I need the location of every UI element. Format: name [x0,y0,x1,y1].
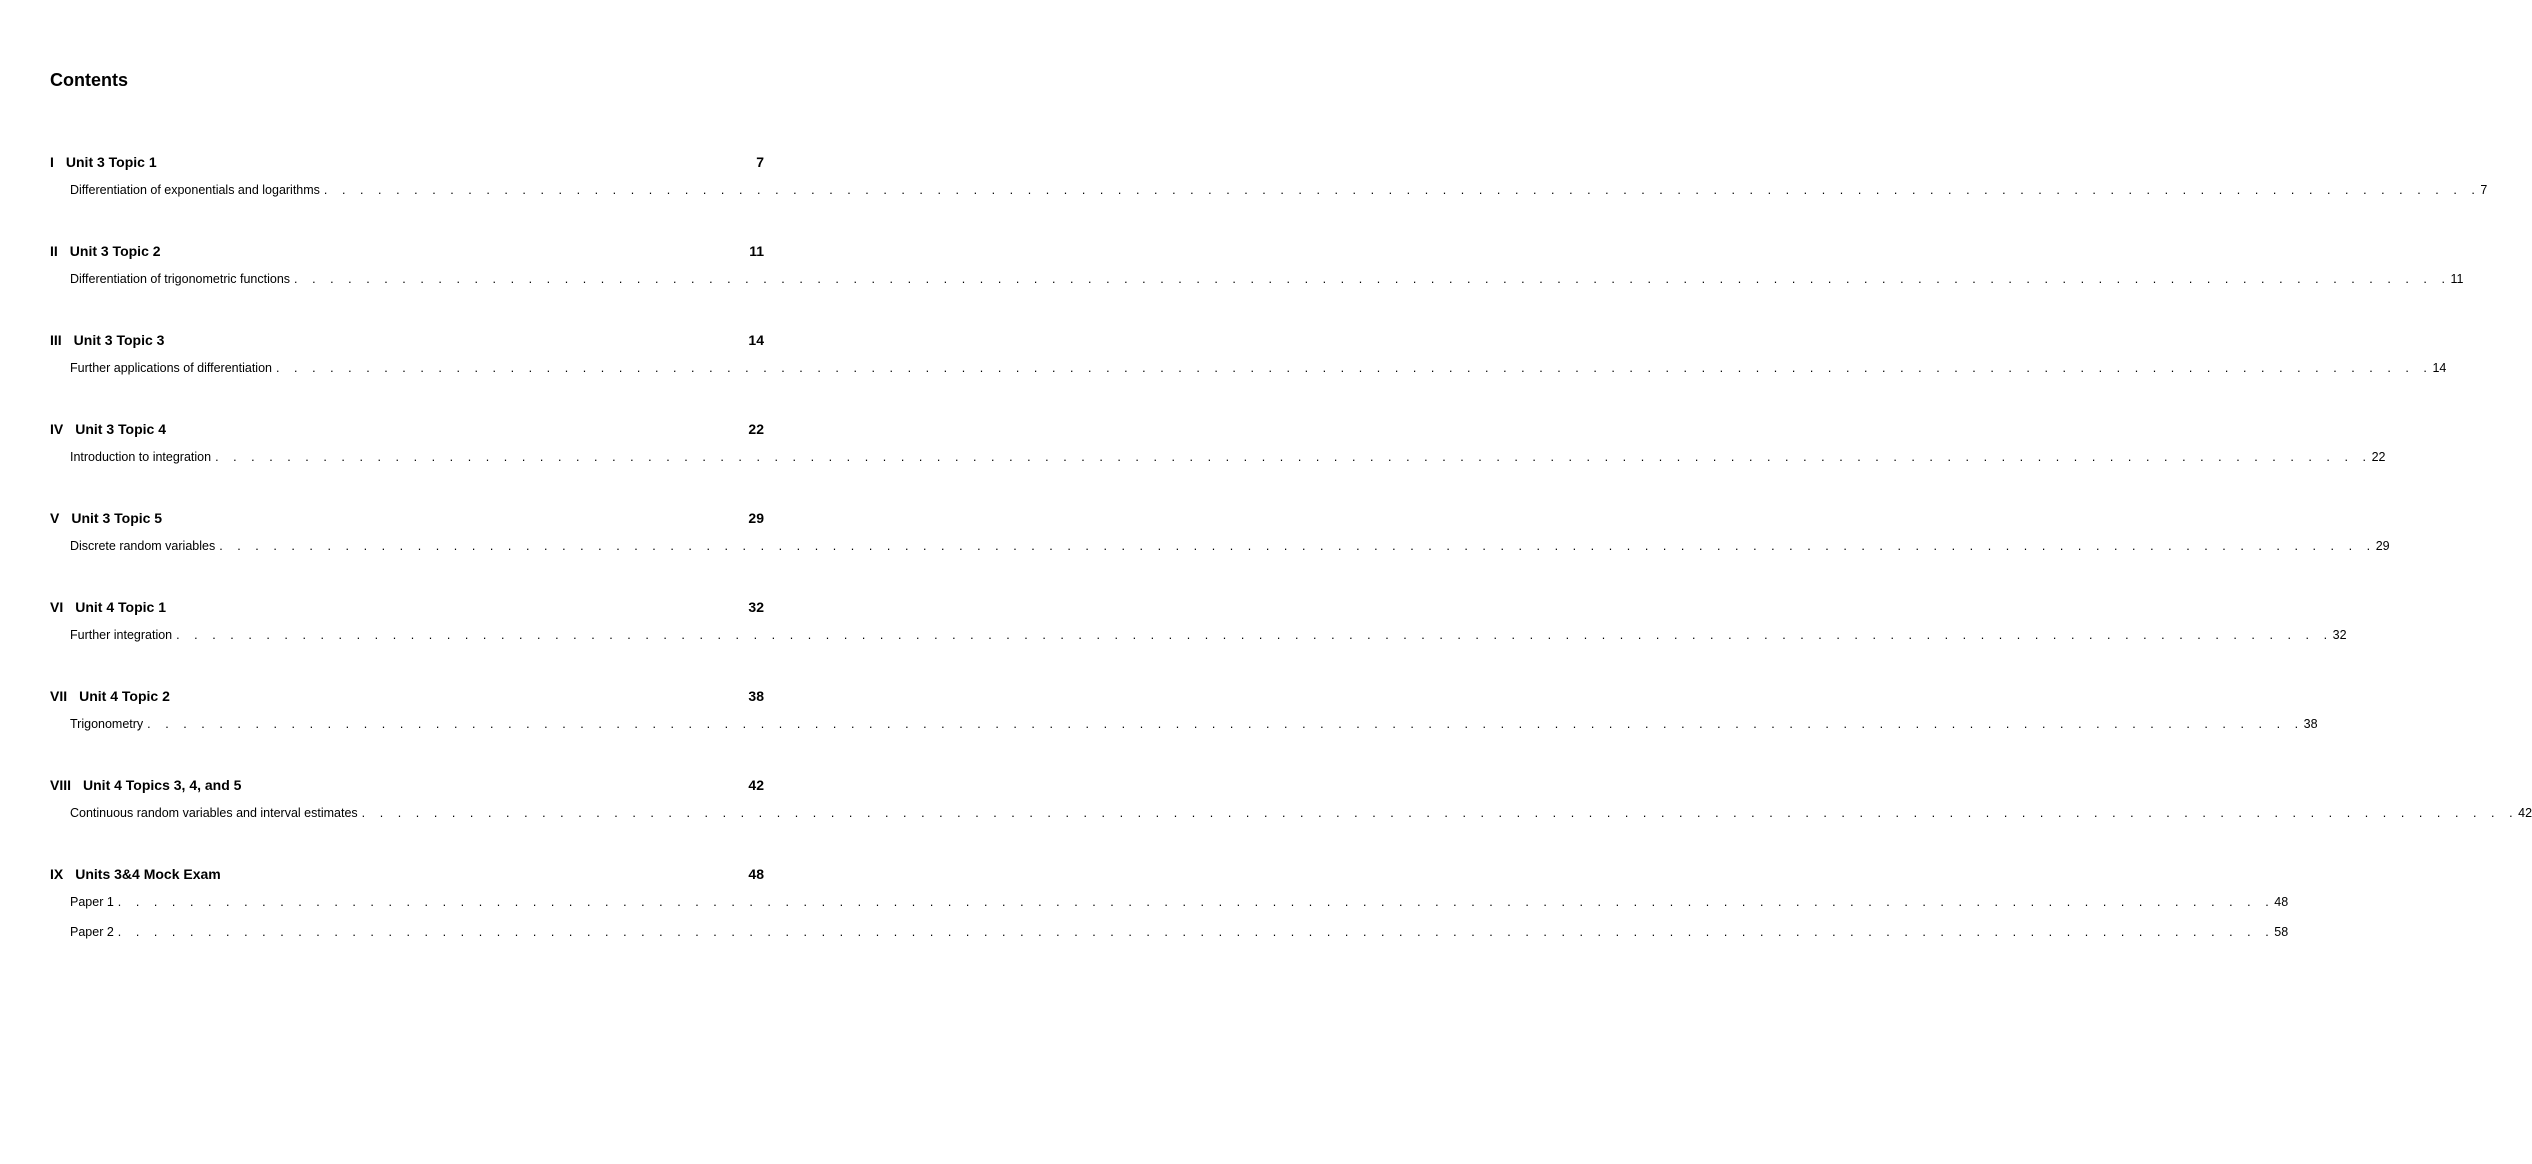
toc-part-heading[interactable] [50,241,764,261]
toc-entry[interactable] [70,924,2289,940]
toc-part-heading[interactable] [50,330,764,350]
toc-part [50,330,2447,419]
toc-part [50,241,2464,330]
part-title: Unit 3 Topic 5 [71,510,163,526]
toc-entry[interactable] [70,894,2289,910]
part-page-number: 22 [748,421,764,437]
toc-part-heading[interactable] [50,152,764,172]
toc-part-heading[interactable] [50,419,764,439]
part-number: II [50,243,58,259]
part-page-number: 48 [748,866,764,882]
toc-part-heading[interactable] [50,686,764,706]
entry-title: Continuous random variables and interval estimates [70,806,358,820]
entry-page-number: 7 [2480,183,2488,197]
contents-title: Contents [50,70,128,90]
toc-part-heading[interactable] [50,597,764,617]
part-number: VII [50,688,68,704]
toc-entry[interactable] [70,360,2447,376]
toc-part-heading[interactable] [50,775,764,795]
toc-part [50,864,2289,953]
entry-page-number: 29 [2375,539,2390,553]
entry-page-number: 11 [2450,272,2464,286]
toc-part-heading[interactable] [50,508,764,528]
part-title: Unit 4 Topics 3, 4, and 5 [83,777,242,793]
part-number: VIII [50,777,72,793]
toc-part [50,152,2488,241]
entry-page-number: 14 [2432,361,2447,375]
dot-leader: . . . . . . . . . . . . . . . . . . . . . . . . . . . . . . . . . . . . . . . . . . . . . . . . . . . . . . . . . . . . . . . . . . . . . . . . . . . . . . . . . . . . . . . . . . . . . . . . . . . . . . . . . . . . . . . . . . . . . . . . [219,539,2376,553]
toc-part [50,597,2347,686]
toc-entry[interactable] [70,538,2390,554]
dot-leader: . . . . . . . . . . . . . . . . . . . . . . . . . . . . . . . . . . . . . . . . . . . . . . . . . . . . . . . . . . . . . . . . . . . . . . . . . . . . . . . . . . . . . . . . . . . . . . . . . . . . . . . . . . . . . . . . . . . . . . . . [275,361,2433,375]
part-title: Unit 3 Topic 1 [65,154,157,170]
toc-part [50,686,2318,775]
part-number: VI [50,599,64,615]
part-number: III [50,332,62,348]
table-of-contents [50,152,2532,953]
toc-part [50,775,2532,864]
toc-part [50,508,2390,597]
toc-entry[interactable] [70,627,2347,643]
entry-page-number: 22 [2371,450,2386,464]
toc-part-heading[interactable] [50,864,764,884]
toc-entry[interactable] [70,716,2318,732]
entry-title: Further applications of differentiation [70,361,272,375]
part-title: Unit 3 Topic 4 [75,421,166,437]
dot-leader: . . . . . . . . . . . . . . . . . . . . . . . . . . . . . . . . . . . . . . . . . . . . . . . . . . . . . . . . . . . . . . . . . . . . . . . . . . . . . . . . . . . . . . . . . . . . . . . . . . . . . . . . . . . . . . . . . . . . . . . . [117,895,2275,909]
toc-entry[interactable] [70,805,2532,821]
entry-title: Differentiation of exponentials and logarithms [70,183,320,197]
dot-leader: . . . . . . . . . . . . . . . . . . . . . . . . . . . . . . . . . . . . . . . . . . . . . . . . . . . . . . . . . . . . . . . . . . . . . . . . . . . . . . . . . . . . . . . . . . . . . . . . . . . . . . . . . . . . . . . . . . . . . . . . [147,717,2304,731]
dot-leader: . . . . . . . . . . . . . . . . . . . . . . . . . . . . . . . . . . . . . . . . . . . . . . . . . . . . . . . . . . . . . . . . . . . . . . . . . . . . . . . . . . . . . . . . . . . . . . . . . . . . . . . . . . . . . . . . . . . . . . . . [215,450,2372,464]
part-page-number: 32 [748,599,764,615]
entry-page-number: 58 [2274,925,2289,939]
entry-title: Discrete random variables [70,539,216,553]
toc-entry[interactable] [70,449,2386,465]
entry-page-number: 42 [2518,806,2532,820]
part-title: Unit 3 Topic 2 [69,243,161,259]
entry-title: Paper 1 [70,895,114,909]
part-number: V [50,510,60,526]
entry-title: Paper 2 [70,925,114,939]
entry-page-number: 38 [2303,717,2318,731]
entry-page-number: 32 [2332,628,2347,642]
toc-entry[interactable] [70,182,2488,198]
part-title: Unit 4 Topic 2 [79,688,170,704]
part-title: Units 3&4 Mock Exam [75,866,221,882]
part-page-number: 7 [756,154,764,170]
dot-leader: . . . . . . . . . . . . . . . . . . . . . . . . . . . . . . . . . . . . . . . . . . . . . . . . . . . . . . . . . . . . . . . . . . . . . . . . . . . . . . . . . . . . . . . . . . . . . . . . . . . . . . . . . . . . . . . . . . . . . . . . [294,272,2451,286]
part-number: I [50,154,54,170]
part-page-number: 42 [748,777,764,793]
entry-title: Further integration [70,628,173,642]
part-page-number: 38 [748,688,764,704]
dot-leader: . . . . . . . . . . . . . . . . . . . . . . . . . . . . . . . . . . . . . . . . . . . . . . . . . . . . . . . . . . . . . . . . . . . . . . . . . . . . . . . . . . . . . . . . . . . . . . . . . . . . . . . . . . . . . . . . . . . . . . . . [117,925,2275,939]
dot-leader: . . . . . . . . . . . . . . . . . . . . . . . . . . . . . . . . . . . . . . . . . . . . . . . . . . . . . . . . . . . . . . . . . . . . . . . . . . . . . . . . . . . . . . . . . . . . . . . . . . . . . . . . . . . . . . . . . . . . . . . . [176,628,2333,642]
part-title: Unit 3 Topic 3 [73,332,165,348]
entry-title: Introduction to integration [70,450,212,464]
dot-leader: . . . . . . . . . . . . . . . . . . . . . . . . . . . . . . . . . . . . . . . . . . . . . . . . . . . . . . . . . . . . . . . . . . . . . . . . . . . . . . . . . . . . . . . . . . . . . . . . . . . . . . . . . . . . . . . . . . . . . . . . [323,183,2481,197]
part-page-number: 14 [748,332,764,348]
part-title: Unit 4 Topic 1 [75,599,166,615]
toc-entry[interactable] [70,271,2464,287]
entry-title: Differentiation of trigonometric functions [70,272,291,286]
toc-part [50,419,2386,508]
part-number: IV [50,421,64,437]
entry-page-number: 48 [2274,895,2289,909]
entry-title: Trigonometry [70,717,144,731]
part-page-number: 11 [749,243,764,259]
part-number: IX [50,866,64,882]
part-page-number: 29 [748,510,764,526]
dot-leader: . . . . . . . . . . . . . . . . . . . . . . . . . . . . . . . . . . . . . . . . . . . . . . . . . . . . . . . . . . . . . . . . . . . . . . . . . . . . . . . . . . . . . . . . . . . . . . . . . . . . . . . . . . . . . . . . . . . . . . . . [361,806,2519,820]
